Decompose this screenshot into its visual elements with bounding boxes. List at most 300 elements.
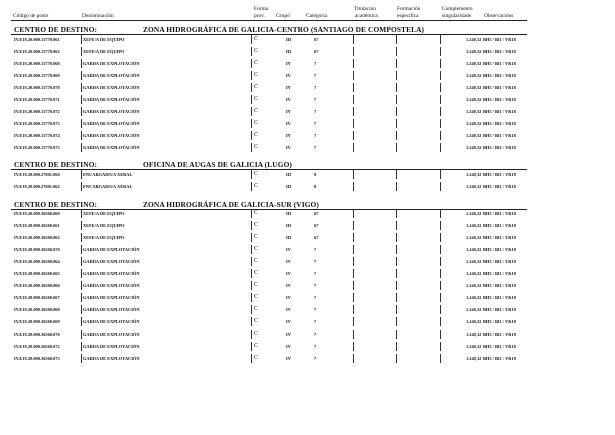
column-divider [353,209,354,218]
cell-complemento: 1.240,32 [466,343,482,349]
cell-codigo: IV.E19.20.000.15770.072 [14,109,60,115]
cell-forma: C [254,48,259,55]
column-divider [440,47,441,56]
header-prov: prov. [254,13,265,19]
column-divider [251,143,252,152]
cell-forma: C [254,246,259,253]
cell-grupo: IV [286,109,291,115]
cell-complemento: 1.240,32 [466,133,482,139]
cell-observacions: BH5 / BI1 / VR18 [483,109,516,115]
cell-forma: C [254,234,259,241]
cell-categoria: 7 [314,319,317,325]
column-divider [81,354,82,363]
column-divider [440,107,441,116]
cell-complemento: 1.240,32 [466,211,482,216]
cell-complemento: 1.240,32 [466,235,482,241]
header-titulacion-2: académica [355,13,378,19]
cell-codigo: IV.E19.20.000.15770.061 [14,37,60,42]
column-divider [396,317,397,326]
cell-denominacion: XEFE/A DE EQUIPO [83,211,125,216]
column-divider [396,354,397,363]
cell-codigo: IV.E19.20.000.36560.069 [14,319,60,325]
cell-codigo: IV.E19.20.000.15770.073 [14,121,60,127]
column-divider [81,95,82,104]
cell-denominacion: GARDA DE EXPLOTACIÓN [83,307,140,313]
column-divider [251,317,252,326]
cell-forma: C [254,132,259,139]
column-divider [440,269,441,278]
cell-grupo: III [286,211,292,216]
cell-codigo: IV.E19.20.000.15770.062 [14,49,60,55]
cell-complemento: 1.240,32 [466,85,482,91]
column-divider [440,221,441,230]
cell-forma: C [254,306,259,313]
cell-observacions: BH5 / BI1 / VR18 [483,271,516,277]
cell-denominacion: GARDA DE EXPLOTACIÓN [83,73,140,79]
cell-categoria: 7 [314,295,317,301]
cell-denominacion: GARDA DE EXPLOTACIÓN [83,133,140,139]
cell-grupo: IV [286,295,291,301]
column-divider [251,131,252,140]
cell-denominacion: GARDA DE EXPLOTACIÓN [83,247,140,253]
cell-observacions: BH5 / BI1 / VR18 [483,307,516,313]
column-divider [251,209,252,218]
column-divider [353,107,354,116]
column-divider [251,170,252,179]
column-divider [396,305,397,314]
cell-codigo: IV.E19.20.000.15770.071 [14,97,60,103]
header-forma: Forma [254,6,269,12]
column-divider [353,233,354,242]
column-divider [251,35,252,44]
column-divider [396,35,397,44]
cell-denominacion: GARDA DE EXPLOTACIÓN [83,145,140,151]
cell-categoria: 7 [314,85,317,91]
section-label: CENTRO DE DESTINO: [14,160,98,169]
cell-forma: C [254,318,259,325]
column-divider [81,71,82,80]
cell-grupo: IV [286,355,291,361]
cell-codigo: IV.E19.20.000.36560.060 [14,211,60,216]
section-rule [11,34,527,35]
column-divider [396,342,397,351]
column-divider [353,293,354,302]
cell-forma: C [254,354,259,361]
cell-denominacion: XEFE/A DE EQUIPO [83,37,125,42]
section-name: ZONA HIDROGRÁFICA DE GALICIA-CENTRO (SANTIAGO DE COMPOSTELA) [143,25,425,34]
cell-complemento: 1.240,32 [466,49,482,55]
cell-forma: C [254,210,259,216]
column-divider [353,83,354,92]
column-divider [440,317,441,326]
column-divider [81,83,82,92]
cell-categoria: 7 [314,271,317,277]
cell-denominacion: XEFE/A DE EQUIPO [83,223,125,229]
cell-codigo: IV.E19.20.000.36560.073 [14,355,60,361]
cell-forma: C [254,258,259,265]
column-divider [396,233,397,242]
column-divider [81,342,82,351]
cell-categoria: 8 [314,184,317,190]
column-divider [353,317,354,326]
cell-denominacion: XEFE/A DE EQUIPO [83,235,125,241]
cell-observacions: BH5 / BI1 / VR18 [483,121,516,127]
column-divider [396,71,397,80]
cell-codigo: IV.E19.20.000.36560.065 [14,271,60,277]
header-denominacion: Denominación [82,13,114,19]
column-divider [81,59,82,68]
column-divider [251,95,252,104]
cell-denominacion: GARDA DE EXPLOTACIÓN [83,259,140,265]
cell-grupo: IV [286,61,291,67]
column-divider [251,71,252,80]
column-divider [440,305,441,314]
column-divider [440,330,441,339]
column-divider [251,83,252,92]
column-divider [396,83,397,92]
header-complemento-2: singularidade [442,13,472,19]
cell-forma: C [254,144,259,151]
cell-denominacion: ENCARGADO/A XERAL [83,172,133,177]
column-divider [81,305,82,314]
column-divider [251,119,252,128]
cell-grupo: III [286,37,292,42]
cell-observacions: BH5 / BI1 / VR18 [483,343,516,349]
cell-codigo: IV.E19.20.000.15770.070 [14,85,60,91]
column-divider [396,182,397,191]
cell-complemento: 1.240,32 [466,184,482,190]
column-divider [81,245,82,254]
cell-forma: C [254,294,259,301]
column-divider [440,170,441,179]
cell-categoria: 7 [314,133,317,139]
cell-grupo: IV [286,319,291,325]
column-divider [396,170,397,179]
cell-denominacion: GARDA DE EXPLOTACIÓN [83,283,140,289]
column-divider [396,257,397,266]
column-divider [353,71,354,80]
header-formacion-1: Formación [397,6,421,12]
column-divider [251,269,252,278]
column-divider [353,182,354,191]
column-divider [440,293,441,302]
column-divider [251,293,252,302]
cell-denominacion: GARDA DE EXPLOTACIÓN [83,109,140,115]
column-divider [396,330,397,339]
column-divider [396,59,397,68]
cell-grupo: IV [286,259,291,265]
cell-grupo: IV [286,307,291,313]
cell-codigo: IV.E19.20.000.36560.062 [14,235,60,241]
header-rule [11,20,527,21]
column-divider [81,317,82,326]
column-divider [440,95,441,104]
column-divider [396,131,397,140]
column-divider [396,143,397,152]
cell-complemento: 1.240,32 [466,73,482,79]
cell-categoria: 67 [314,37,319,42]
column-divider [396,209,397,218]
cell-complemento: 1.240,32 [466,121,482,127]
cell-grupo: IV [286,121,291,127]
cell-categoria: 7 [314,343,317,349]
cell-categoria: 7 [314,247,317,253]
column-divider [396,47,397,56]
column-divider [440,257,441,266]
cell-categoria: 7 [314,355,317,361]
cell-complemento: 1.240,32 [466,331,482,337]
cell-complemento: 1.240,32 [466,307,482,313]
cell-forma: C [254,108,259,115]
cell-observacions: BH5 / BI1 / VR18 [483,235,516,241]
cell-codigo: IV.E19.20.000.27001.060 [14,172,60,177]
cell-complemento: 1.240,32 [466,109,482,115]
cell-codigo: IV.E19.20.000.36560.068 [14,307,60,313]
cell-forma: C [254,72,259,79]
cell-codigo: IV.E19.20.000.15770.074 [14,133,60,139]
cell-observacions: BH5 / BI1 / VR18 [483,184,516,190]
cell-grupo: III [286,49,292,55]
cell-denominacion: GARDA DE EXPLOTACIÓN [83,343,140,349]
cell-codigo: IV.E19.20.000.36560.070 [14,247,60,253]
column-divider [396,245,397,254]
cell-grupo: IV [286,247,291,253]
column-divider [353,354,354,363]
column-divider [440,59,441,68]
column-divider [81,233,82,242]
cell-categoria: 7 [314,145,317,151]
column-divider [440,209,441,218]
cell-denominacion: GARDA DE EXPLOTACIÓN [83,61,140,67]
header-codigo: Código de posto [13,13,49,19]
column-divider [440,71,441,80]
column-divider [440,83,441,92]
cell-categoria: 7 [314,307,317,313]
column-divider [353,221,354,230]
cell-categoria: 7 [314,121,317,127]
column-divider [251,59,252,68]
cell-codigo: IV.E19.20.000.15770.069 [14,73,60,79]
cell-categoria: 8 [314,172,317,177]
column-divider [81,35,82,44]
cell-forma: C [254,36,259,42]
cell-forma: C [254,84,259,91]
column-divider [396,281,397,290]
column-divider [396,293,397,302]
column-divider [440,233,441,242]
cell-observacions: BH5 / BI1 / VR18 [483,61,516,67]
cell-categoria: 67 [314,211,319,216]
cell-observacions: BH5 / BI1 / VR18 [483,172,516,177]
column-divider [251,47,252,56]
cell-categoria: 7 [314,97,317,103]
column-divider [353,257,354,266]
section-rule [11,209,527,210]
column-divider [251,342,252,351]
cell-observacions: BH5 / BI1 / VR18 [483,97,516,103]
column-divider [353,330,354,339]
cell-observacions: BH5 / BI1 / VR18 [483,85,516,91]
cell-denominacion: GARDA DE EXPLOTACIÓN [83,331,140,337]
column-divider [81,47,82,56]
cell-complemento: 1.240,32 [466,283,482,289]
cell-codigo: IV.E19.20.000.36560.072 [14,343,60,349]
cell-observacions: BH5 / BI1 / VR18 [483,223,516,229]
cell-codigo: IV.E19.20.000.15770.075 [14,145,60,151]
cell-observacions: BH5 / BI1 / VR18 [483,211,516,216]
cell-grupo: IV [286,145,291,151]
section-label: CENTRO DE DESTINO: [14,25,98,34]
column-divider [353,59,354,68]
column-divider [440,354,441,363]
cell-grupo: IV [286,133,291,139]
column-divider [251,330,252,339]
column-divider [396,221,397,230]
cell-grupo: IV [286,343,291,349]
column-divider [440,245,441,254]
column-divider [81,119,82,128]
cell-categoria: 7 [314,73,317,79]
cell-observacions: BH5 / BI1 / VR18 [483,283,516,289]
cell-observacions: BH5 / BI1 / VR18 [483,37,516,42]
column-divider [396,95,397,104]
column-divider [251,257,252,266]
cell-grupo: IV [286,85,291,91]
column-divider [81,170,82,179]
cell-categoria: 7 [314,259,317,265]
cell-observacions: BH5 / BI1 / VR18 [483,247,516,253]
column-divider [353,47,354,56]
column-divider [251,305,252,314]
column-divider [251,182,252,191]
header-categoria: Categoría [306,13,327,19]
cell-categoria: 67 [314,223,319,229]
column-divider [353,143,354,152]
cell-forma: C [254,120,259,127]
section-label: CENTRO DE DESTINO: [14,200,98,209]
section-name: ZONA HIDROGRÁFICA DE GALICIA-SUR (VIGO) [143,200,319,209]
column-divider [81,221,82,230]
column-divider [251,221,252,230]
header-grupo: Grupo [276,13,290,19]
cell-forma: C [254,270,259,277]
cell-complemento: 1.240,32 [466,259,482,265]
column-divider [353,119,354,128]
header-observaciones: Observacións [484,13,514,19]
cell-grupo: IV [286,331,291,337]
column-divider [353,342,354,351]
cell-codigo: IV.E19.20.000.36560.067 [14,295,60,301]
cell-grupo: IV [286,283,291,289]
cell-codigo: IV.E19.20.000.15770.068 [14,61,60,67]
cell-observacions: BH5 / BI1 / VR18 [483,331,516,337]
column-divider [353,95,354,104]
column-divider [440,119,441,128]
cell-grupo: III [286,235,292,241]
column-divider [251,281,252,290]
cell-observacions: BH5 / BI1 / VR18 [483,145,516,151]
cell-denominacion: GARDA DE EXPLOTACIÓN [83,319,140,325]
cell-grupo: IV [286,271,291,277]
cell-denominacion: GARDA DE EXPLOTACIÓN [83,97,140,103]
cell-complemento: 1.240,32 [466,37,482,42]
cell-observacions: BH5 / BI1 / VR18 [483,49,516,55]
column-divider [81,182,82,191]
cell-denominacion: GARDA DE EXPLOTACIÓN [83,295,140,301]
cell-complemento: 1.240,32 [466,319,482,325]
cell-complemento: 1.240,32 [466,172,482,177]
column-divider [353,35,354,44]
cell-categoria: 7 [314,283,317,289]
column-divider [353,281,354,290]
cell-grupo: III [286,223,292,229]
cell-observacions: BH5 / BI1 / VR18 [483,73,516,79]
column-divider [396,119,397,128]
cell-grupo: IV [286,97,291,103]
cell-codigo: IV.E19.20.000.27001.062 [14,184,60,190]
column-divider [353,269,354,278]
cell-categoria: 67 [314,235,319,241]
cell-forma: C [254,183,259,190]
cell-observacions: BH5 / BI1 / VR18 [483,319,516,325]
column-divider [81,330,82,339]
cell-forma: C [254,342,259,349]
cell-forma: C [254,60,259,67]
column-divider [440,182,441,191]
cell-observacions: BH5 / BI1 / VR18 [483,295,516,301]
column-divider [81,209,82,218]
cell-complemento: 1.240,32 [466,97,482,103]
column-divider [81,269,82,278]
column-divider [251,107,252,116]
cell-codigo: IV.E19.20.000.36560.066 [14,283,60,289]
cell-grupo: III [286,184,292,190]
column-divider [440,143,441,152]
cell-codigo: IV.E19.20.000.36560.070 [14,331,60,337]
cell-complemento: 1.240,32 [466,355,482,361]
cell-denominacion: GARDA DE EXPLOTACIÓN [83,85,140,91]
column-divider [251,245,252,254]
header-titulacion-1: Titulación [354,6,376,12]
column-divider [440,342,441,351]
cell-categoria: 7 [314,61,317,67]
section-rule [11,169,527,170]
section-name: OFICINA DE AUGAS DE GALICIA (LUGO) [143,160,292,169]
column-divider [81,107,82,116]
cell-categoria: 67 [314,49,319,55]
column-divider [353,131,354,140]
column-divider [440,131,441,140]
column-divider [353,245,354,254]
column-divider [81,281,82,290]
cell-denominacion: GARDA DE EXPLOTACIÓN [83,271,140,277]
column-divider [353,305,354,314]
header-complemento-1: Complemento [442,6,473,12]
column-divider [353,170,354,179]
column-divider [81,257,82,266]
cell-forma: C [254,96,259,103]
column-divider [81,131,82,140]
cell-denominacion: XEFE/A DE EQUIPO [83,49,125,55]
cell-complemento: 1.240,32 [466,61,482,67]
cell-observacions: BH5 / BI1 / VR18 [483,355,516,361]
cell-complemento: 1.240,32 [466,223,482,229]
cell-complemento: 1.240,32 [466,295,482,301]
cell-forma: C [254,282,259,289]
column-divider [251,354,252,363]
cell-categoria: 7 [314,331,317,337]
cell-complemento: 1.240,32 [466,145,482,151]
